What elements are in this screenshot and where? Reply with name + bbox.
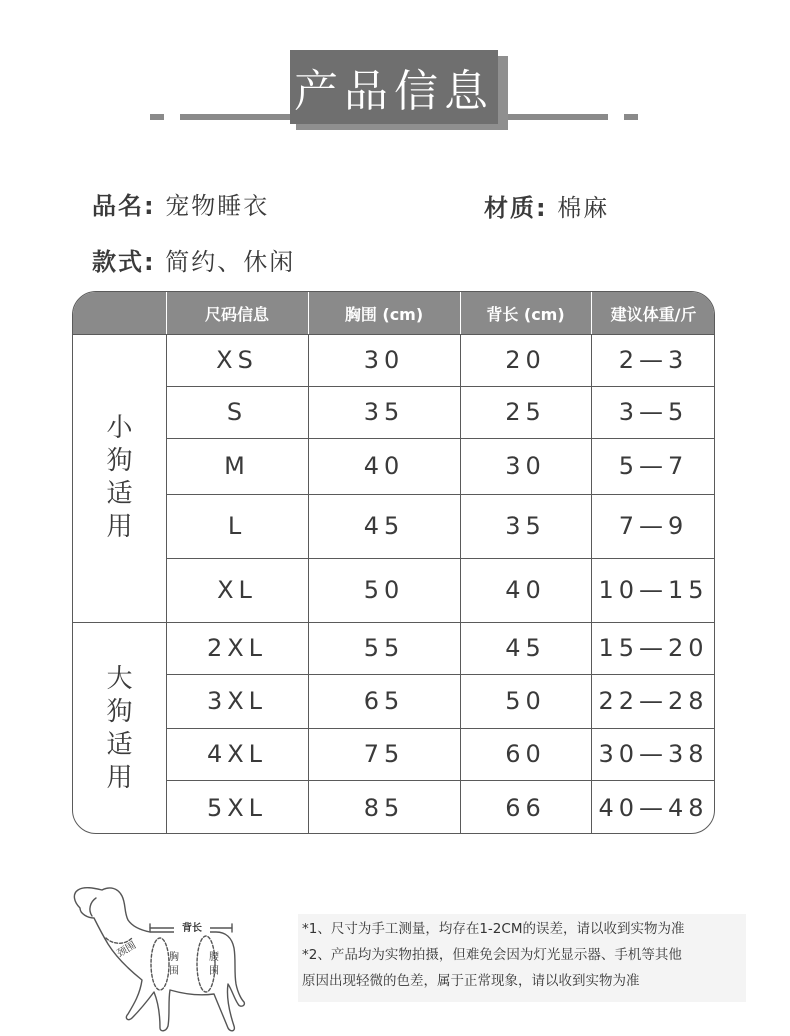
back-cell: 66 bbox=[505, 793, 546, 822]
header-separator bbox=[166, 292, 167, 334]
header-chest: 胸围 (cm) bbox=[344, 304, 424, 324]
chest-cell: 35 bbox=[363, 398, 405, 426]
weight-cell: 5—7 bbox=[618, 452, 689, 480]
style-value: 简约、休闲 bbox=[165, 248, 296, 276]
waist-label-2: 围 bbox=[209, 966, 219, 977]
group-small-dogs: 小 狗 适 用 bbox=[106, 413, 133, 542]
notes-box bbox=[298, 914, 746, 1002]
size-cell: 2XL bbox=[206, 634, 268, 662]
product-name-value: 宠物睡衣 bbox=[165, 192, 270, 220]
size-cell: S bbox=[226, 398, 248, 426]
page-title: 产品信息 bbox=[294, 66, 494, 117]
note-3: 原因出现轻微的色差，属于正常现象，请以收到实物为准 bbox=[302, 973, 640, 989]
chest-cell: 30 bbox=[363, 346, 405, 374]
title-dash-right-short bbox=[624, 114, 638, 120]
material-key: 材质: bbox=[484, 194, 548, 222]
weight-cell: 40—48 bbox=[598, 793, 709, 822]
chest-cell: 85 bbox=[363, 793, 405, 822]
header-size: 尺码信息 bbox=[204, 304, 269, 324]
neck-label: 颈围 bbox=[115, 940, 139, 960]
title-line-left bbox=[180, 114, 292, 120]
back-cell: 40 bbox=[505, 576, 546, 604]
weight-cell: 10—15 bbox=[598, 576, 709, 604]
dog-measurement-diagram bbox=[66, 880, 256, 1036]
size-cell: 5XL bbox=[206, 793, 268, 822]
size-table bbox=[72, 291, 715, 834]
note-2: *2、产品均为实物拍摄，但难免会因为灯光显示器、手机等其他 bbox=[302, 947, 682, 963]
size-cell: 4XL bbox=[206, 740, 268, 768]
chest-label-2: 围 bbox=[169, 966, 179, 977]
waist-label-1: 腰 bbox=[209, 952, 219, 963]
back-cell: 50 bbox=[505, 687, 546, 715]
header-weight: 建议体重/斤 bbox=[610, 304, 697, 324]
chest-cell: 50 bbox=[363, 576, 405, 604]
back-cell: 30 bbox=[505, 452, 546, 480]
material-value: 棉麻 bbox=[557, 194, 610, 222]
weight-cell: 7—9 bbox=[618, 512, 689, 540]
header-separator bbox=[308, 292, 309, 334]
dog-ear bbox=[90, 898, 96, 916]
back-cell: 25 bbox=[505, 398, 546, 426]
header-separator bbox=[460, 292, 461, 334]
material-row bbox=[484, 188, 609, 223]
weight-cell: 22—28 bbox=[598, 687, 709, 715]
product-name-row bbox=[92, 186, 269, 221]
title-box bbox=[290, 50, 498, 124]
weight-cell: 15—20 bbox=[598, 634, 709, 662]
header-separator bbox=[591, 292, 592, 334]
back-length-label: 背长 bbox=[182, 923, 202, 934]
chest-cell: 55 bbox=[363, 634, 405, 662]
product-name-key: 品名: bbox=[92, 192, 156, 220]
size-cell: M bbox=[224, 452, 250, 480]
style-key: 款式: bbox=[92, 248, 156, 276]
chest-ring bbox=[151, 938, 169, 990]
chest-cell: 75 bbox=[363, 740, 405, 768]
waist-ring bbox=[197, 936, 215, 992]
back-cell: 20 bbox=[505, 346, 546, 374]
title-dash-left-short bbox=[150, 114, 164, 120]
header-back: 背长 (cm) bbox=[486, 304, 565, 324]
note-1: *1、尺寸为手工测量，均存在1-2CM的误差，请以收到实物为准 bbox=[302, 921, 685, 937]
size-cell: XL bbox=[217, 576, 257, 604]
size-cell: 3XL bbox=[206, 687, 268, 715]
chest-cell: 45 bbox=[363, 512, 405, 540]
chest-cell: 40 bbox=[363, 452, 405, 480]
size-cell: XS bbox=[216, 346, 258, 374]
weight-cell: 3—5 bbox=[618, 398, 689, 426]
back-cell: 35 bbox=[505, 512, 546, 540]
group-large-dogs: 大 狗 适 用 bbox=[106, 663, 133, 793]
chest-cell: 65 bbox=[363, 687, 405, 715]
weight-cell: 2—3 bbox=[618, 346, 689, 374]
back-cell: 60 bbox=[505, 740, 546, 768]
size-cell: L bbox=[227, 512, 247, 540]
chest-label-1: 胸 bbox=[169, 952, 179, 963]
title-line-right bbox=[498, 114, 608, 120]
style-row bbox=[92, 242, 295, 277]
back-cell: 45 bbox=[505, 634, 546, 662]
weight-cell: 30—38 bbox=[598, 740, 709, 768]
